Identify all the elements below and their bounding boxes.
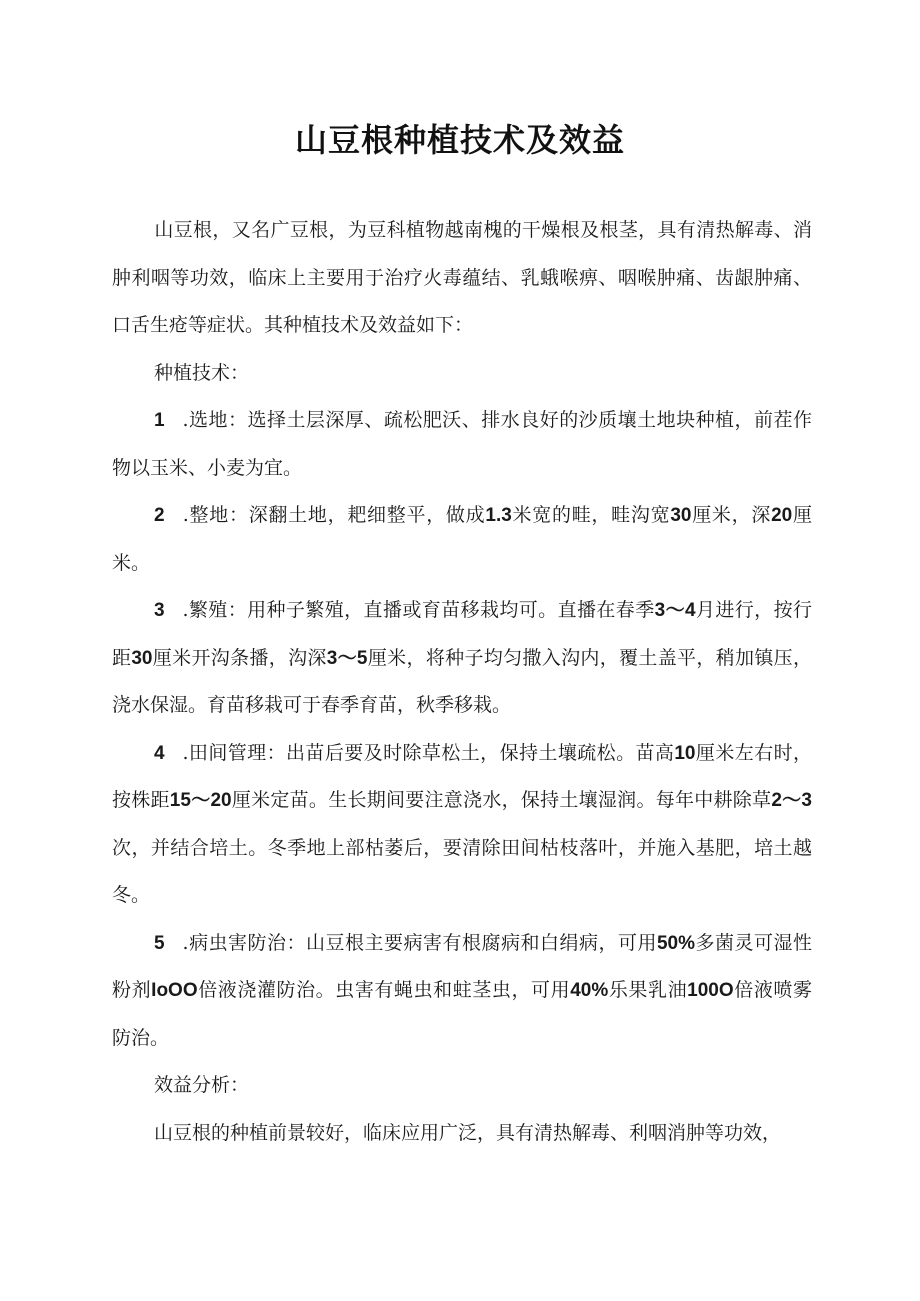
list-item-land-preparation — [112, 492, 812, 587]
item-value: 10 — [674, 742, 696, 764]
item-value: 2〜3 — [771, 790, 812, 811]
intro-paragraph — [112, 207, 812, 350]
benefit-paragraph — [112, 1110, 812, 1158]
list-item-pest-control — [112, 920, 812, 1063]
item-text: 厘米，将种子均匀撒入沟内，覆土盖平，稍加镇压，浇水保湿。育苗移栽可于春季育苗，秋季移栽。 — [112, 646, 812, 716]
item-value: 30 — [670, 505, 692, 526]
item-value: IoOO — [151, 980, 198, 1001]
item-value: 1.3 — [485, 505, 512, 526]
list-item-site-selection — [112, 397, 812, 492]
item-number: 3 — [154, 600, 165, 621]
item-number: 5 — [154, 932, 165, 954]
item-value: 20 — [771, 505, 793, 526]
item-text: .整地：深翻土地，耙细整平，做成 — [176, 504, 486, 526]
item-text: 月进行，按行距 — [112, 599, 812, 669]
item-text: .病虫害防治：山豆根主要病害有根腐病和白绢病，可用 — [176, 931, 657, 954]
item-text: .繁殖：用种子繁殖，直播或育苗移栽均可。直播在春季 — [176, 599, 655, 621]
item-text: .田间管理：出苗后要及时除草松土，保持土壤疏松。苗高 — [176, 741, 675, 764]
item-value: 3〜5 — [326, 647, 368, 669]
section-heading-benefit: 效益分析： — [154, 1074, 250, 1096]
document-title: 山豆根种植技术及效益 — [294, 121, 625, 159]
item-text: 倍液喷雾防治。 — [112, 979, 812, 1049]
intro-text: 山豆根，又名广豆根，为豆科植物越南槐的干燥根及根茎，具有清热解毒、消肿利咽等功效，临床上主要用于治疗火毒蕴结、乳蛾喉痹、咽喉肿痛、齿龈肿痛、口舌生疮等症状。其种植技术及效益如下： — [112, 219, 812, 336]
item-text: 厘米，深 — [691, 504, 772, 526]
item-text: 倍液浇灌防治。虫害有蝇虫和蛀茎虫，可用 — [197, 979, 571, 1001]
item-text: 厘米定苗。生长期间要注意浇水，保持土壤湿润。每年中耕除草 — [231, 789, 772, 811]
item-value: 50% — [656, 932, 695, 954]
item-value: 30 — [131, 647, 153, 669]
item-value: 40% — [570, 980, 609, 1001]
list-item-propagation — [112, 587, 812, 730]
item-value: 3〜4 — [654, 600, 696, 621]
item-value: 15〜20 — [169, 790, 232, 811]
item-text: 厘米开沟条播，沟深 — [152, 646, 327, 669]
item-text: 厘米左右时，按株距 — [112, 741, 812, 811]
benefit-text: 山豆根的种植前景较好，临床应用广泛，具有清热解毒、利咽消肿等功效， — [154, 1121, 782, 1144]
item-text: 次，并结合培土。冬季地上部枯萎后，要清除田间枯枝落叶，并施入基肥，培土越冬。 — [112, 836, 812, 906]
item-text: 米宽的畦，畦沟宽 — [511, 504, 671, 526]
section-heading-tech: 种植技术： — [154, 361, 250, 384]
item-number: 4 — [154, 742, 165, 764]
item-text: .选地：选择土层深厚、疏松肥沃、排水良好的沙质壤土地块种植，前茬作物以玉米、小麦为宜。 — [112, 409, 812, 479]
item-text: 多菌灵可湿性粉剂 — [112, 931, 812, 1001]
item-text: 厘米。 — [112, 504, 812, 574]
item-text: 乐果乳油 — [608, 979, 688, 1001]
item-number: 2 — [154, 505, 165, 526]
item-value: 100O — [687, 980, 734, 1001]
item-number: 1 — [154, 410, 165, 431]
list-item-field-management — [112, 730, 812, 920]
document-body — [112, 207, 812, 1157]
